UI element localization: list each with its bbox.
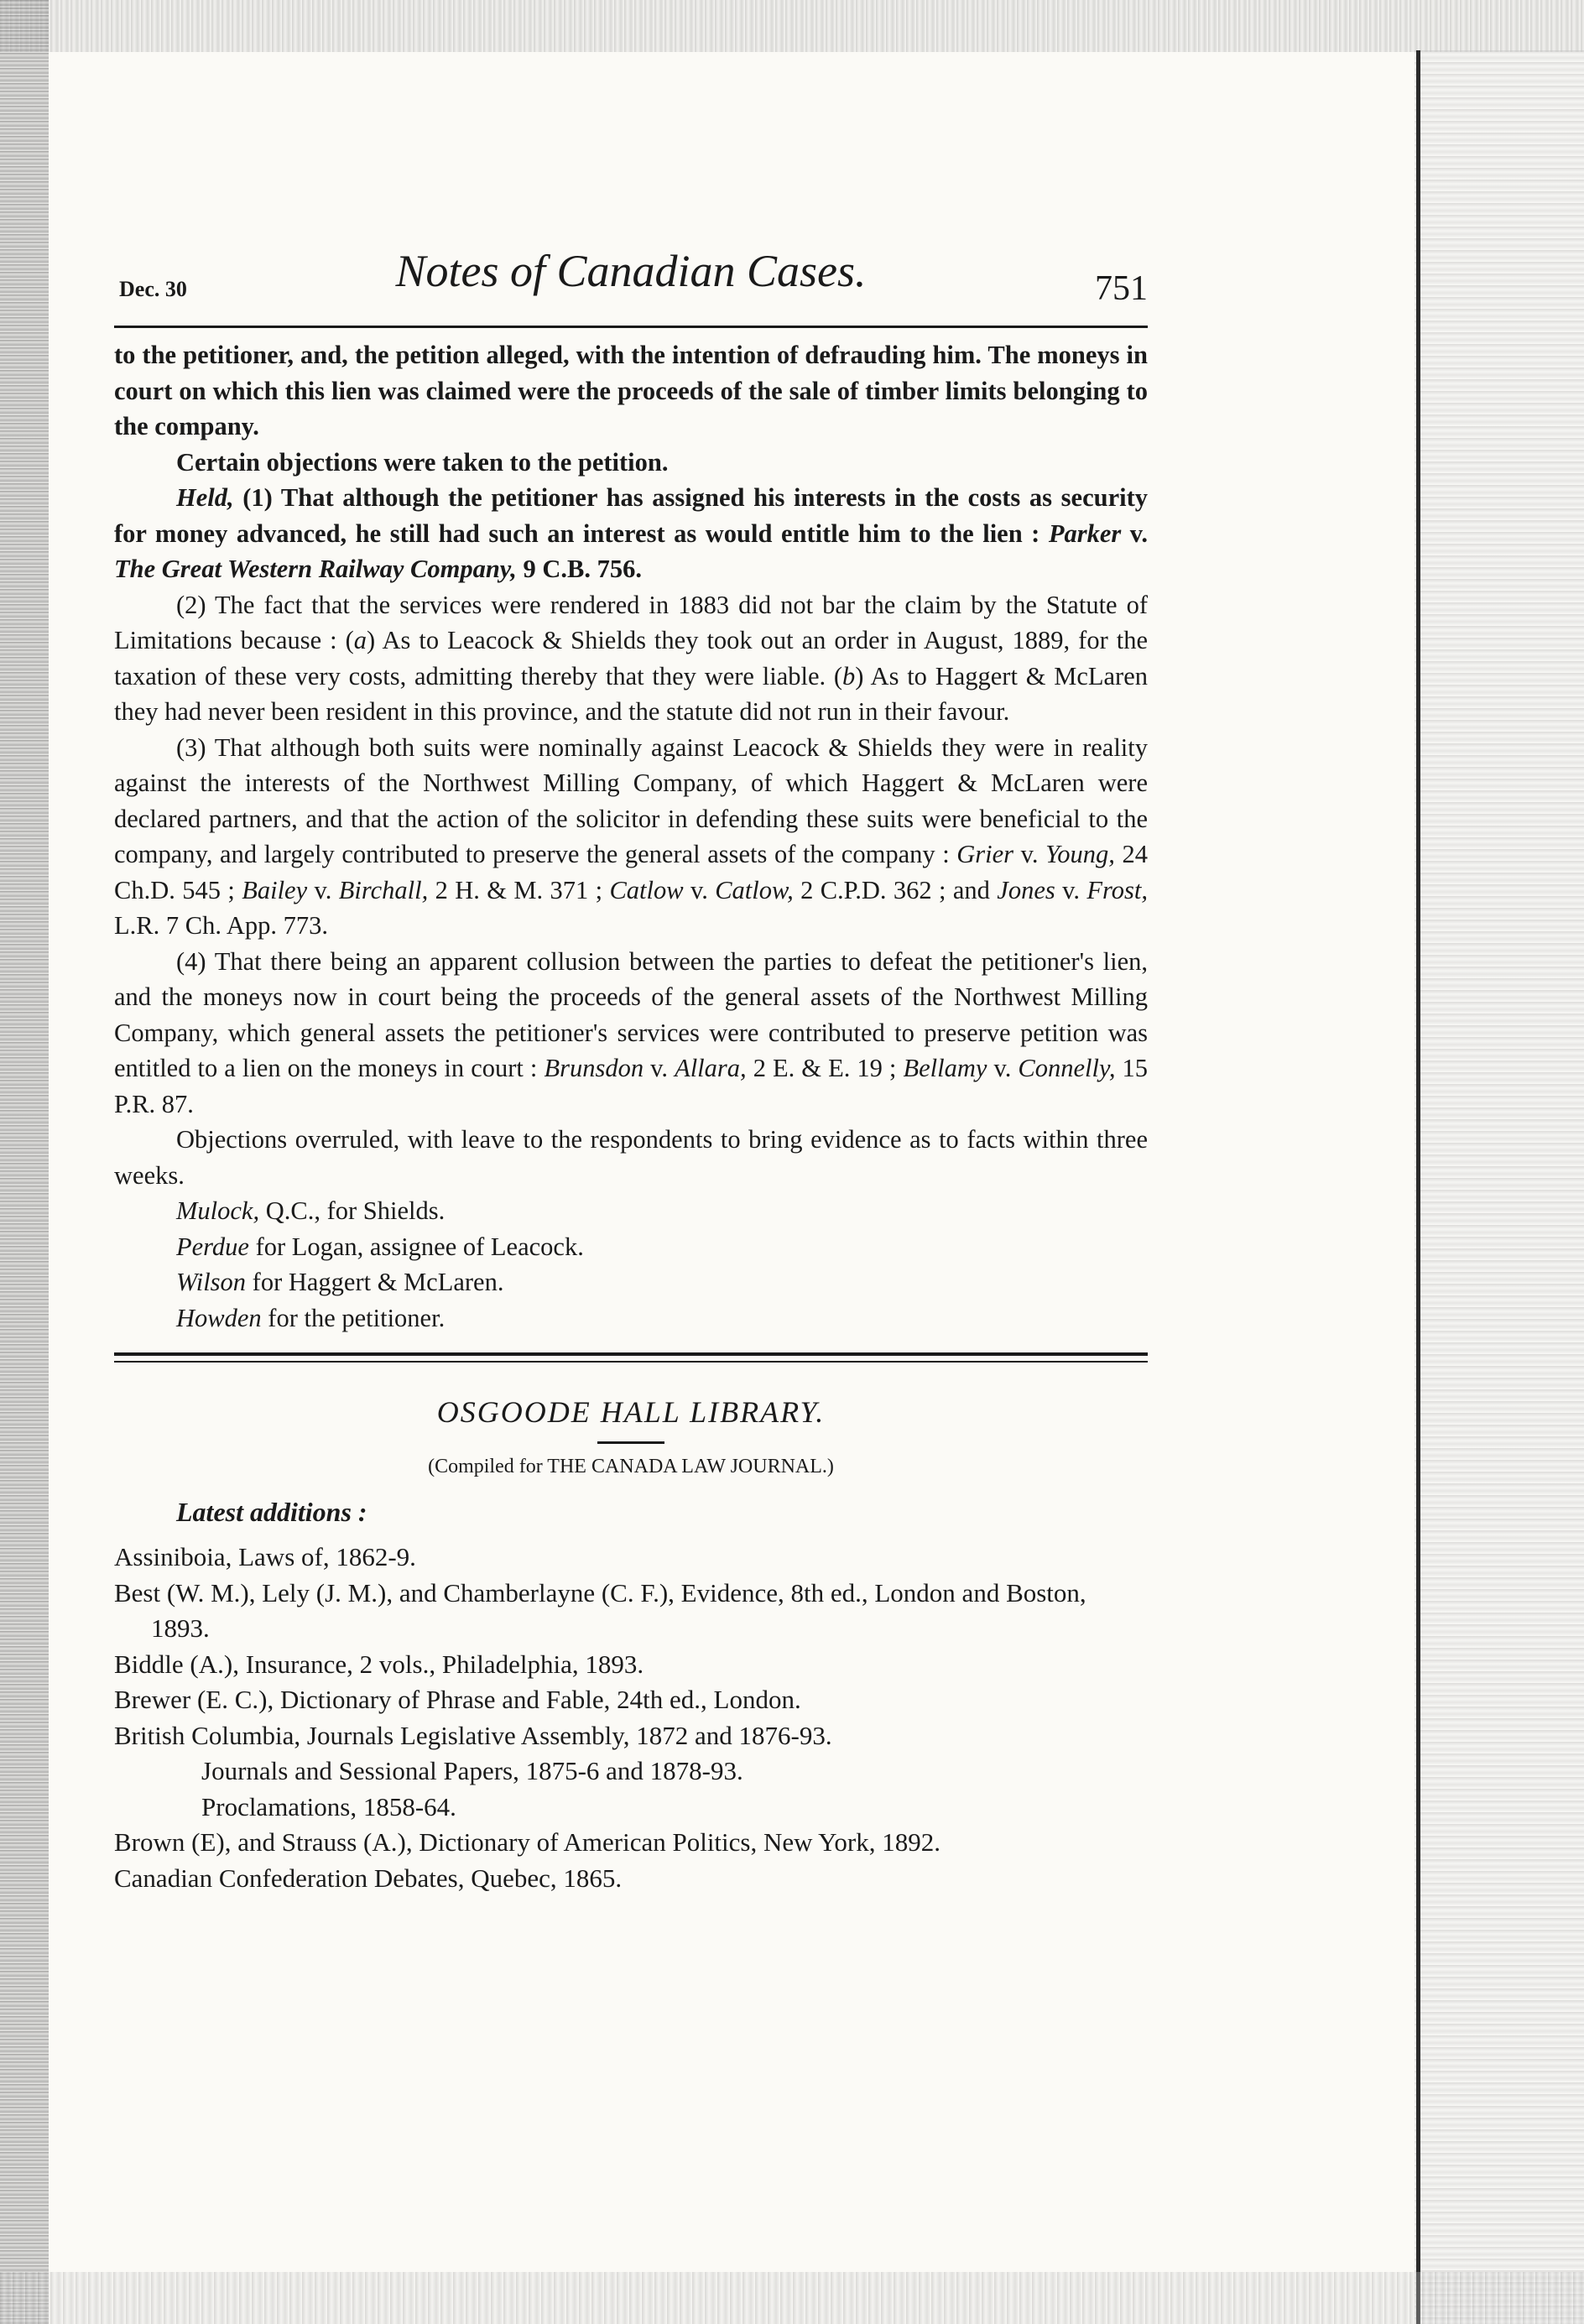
case-versus: v. [683,875,716,904]
case-name: Jones [997,875,1055,904]
case-versus: v. [644,1054,675,1082]
case-notes [114,337,1148,1336]
counsel-line [114,1300,1148,1337]
case-citation: L.R. 7 Ch. App. 773. [114,911,329,940]
case-citation: 2 E. & E. 19 ; [746,1054,904,1082]
held-text: (1) That although the petitioner has assigned his interests in the costs as security for money advanced, he still had such an interest as would entitle him to the lien : [114,483,1148,548]
header-date: Dec. 30 [119,277,187,301]
page-number: 751 [1095,269,1148,308]
point-text: (3) That although both suits were nominally against Leacock & Shields they were in reality against the interests of the Northwest Milling Company, of which Haggert & McLaren were declared partners, and that the action of the solicitor in defending these suits were beneficial to the company, and largely contributed to preserve the general assets of the company : [114,732,1148,868]
counsel-name: Perdue [176,1232,249,1261]
scan-edge-left [0,0,49,2324]
point-letter: a [353,626,367,654]
point-3-paragraph [114,730,1148,944]
list-subitem: Journals and Sessional Papers, 1875-6 and 1878-93. [201,1756,743,1785]
list-item: Assiniboia, Laws of, 1862-9. [114,1542,416,1571]
compiled-note: (Compiled for THE CANADA LAW JOURNAL.) [428,1456,834,1477]
point-text: ) As to Leacock & Shields they took out an order in August, 1889, for the taxation of these very costs, admitting thereby that they were liable. ( [114,626,1149,690]
case-versus: v. [307,875,339,904]
case-name: Frost, [1086,875,1148,904]
case-name: Brunsdon [544,1054,644,1082]
case-name: Allara, [675,1054,747,1082]
case-citation: 24 Ch.D. 545 ; [114,840,1148,904]
page-gutter-line [1416,50,1420,2324]
point-4-paragraph [114,944,1148,1123]
held-label: Held, [176,483,234,512]
case-name: Grier [956,840,1014,868]
scan-edge-top [0,0,1584,52]
counsel-line [114,1229,1148,1265]
result-paragraph: Objections overruled, with leave to the respondents to bring evidence as to facts within three weeks. [114,1125,1148,1190]
list-item: Canadian Confederation Debates, Quebec, 1865. [114,1863,623,1893]
list-item: British Columbia, Journals Legislative Assembly, 1872 and 1876-93. [114,1720,832,1750]
list-item: Brown (E), and Strauss (A.), Dictionary of American Politics, New York, 1892. [114,1827,940,1857]
divider-thick [114,1352,1148,1356]
counsel-role: Q.C., for Shields. [259,1196,446,1225]
case-citation: 15 P.R. 87. [114,1054,1148,1118]
running-header [114,235,1148,326]
held-paragraph [114,480,1148,587]
case-name: Bellamy [903,1054,987,1082]
list-subitem: Proclamations, 1858-64. [201,1791,456,1821]
header-title: Notes of Canadian Cases. [395,246,867,296]
case-name: Young, [1045,840,1115,868]
case-paragraph: Certain objections were taken to the petition. [176,447,669,477]
counsel-role: for Haggert & McLaren. [246,1268,504,1296]
case-name: Parker [1048,518,1122,548]
scan-edge-right [1415,50,1584,2324]
page-content [114,235,1148,1896]
case-paragraph: to the petitioner, and, the petition alleged, with the intention of defrauding him. The moneys in court on which this lien was claimed were the proceeds of the sale of timber limits belonging to the company. [114,341,1148,440]
case-name: Birchall, [338,875,429,904]
case-citation: 9 C.B. 756. [516,555,642,583]
counsel-line [114,1264,1148,1300]
library-heading: OSGOODE HALL LIBRARY. [436,1395,826,1429]
header-rule [114,326,1148,328]
latest-additions-label: Latest additions : [176,1497,367,1527]
counsel-line [114,1193,1148,1229]
case-versus: v. [1013,840,1046,868]
case-name: Catlow, [715,875,794,904]
case-citation: 2 C.P.D. 362 ; and [793,875,998,904]
divider-thin [114,1361,1148,1363]
section-divider [114,1352,1148,1363]
point-text: (4) That there being an apparent collusion between the parties to defeat the petitioner's lien, and the moneys now in court being the proceeds of the general assets of the Northwest Milling Company, which general assets the petitioner's services were contributed to preserve petition was entitled to a lien on the moneys in court : [114,946,1148,1082]
short-rule [597,1441,664,1444]
case-name: Connelly, [1018,1054,1116,1082]
counsel-name: Howden [176,1303,262,1332]
case-citation: 2 H. & M. 371 ; [428,875,610,904]
point-letter: b [842,661,856,690]
library-entries [114,1540,1148,1896]
scan-edge-bottom [0,2272,1584,2324]
case-name: Bailey [242,875,308,904]
case-versus: v. [987,1054,1019,1082]
counsel-role: for the petitioner. [261,1303,446,1332]
counsel-name: Wilson [176,1268,247,1296]
case-versus: v. [1121,518,1148,548]
point-text: (2) The fact that the services were rendered in 1883 did not bar the claim by the Statute of Limitations because : ( [114,590,1148,654]
point-text: ) As to Haggert & McLaren they had never been resident in this province, and the statute did not run in their favour. [114,661,1148,726]
point-2-paragraph [114,587,1148,730]
counsel-name: Mulock, [176,1196,260,1225]
case-name: The Great Western Railway Company, [114,555,517,583]
list-item: Biddle (A.), Insurance, 2 vols., Philadelphia, 1893. [114,1649,644,1679]
list-item: Brewer (E. C.), Dictionary of Phrase and Fable, 24th ed., London. [114,1685,801,1714]
counsel-role: for Logan, assignee of Leacock. [248,1232,584,1261]
case-name: Catlow [609,875,684,904]
case-versus: v. [1055,875,1087,904]
list-item: Best (W. M.), Lely (J. M.), and Chamberlayne (C. F.), Evidence, 8th ed., London and Boston, 1893. [114,1577,1086,1643]
